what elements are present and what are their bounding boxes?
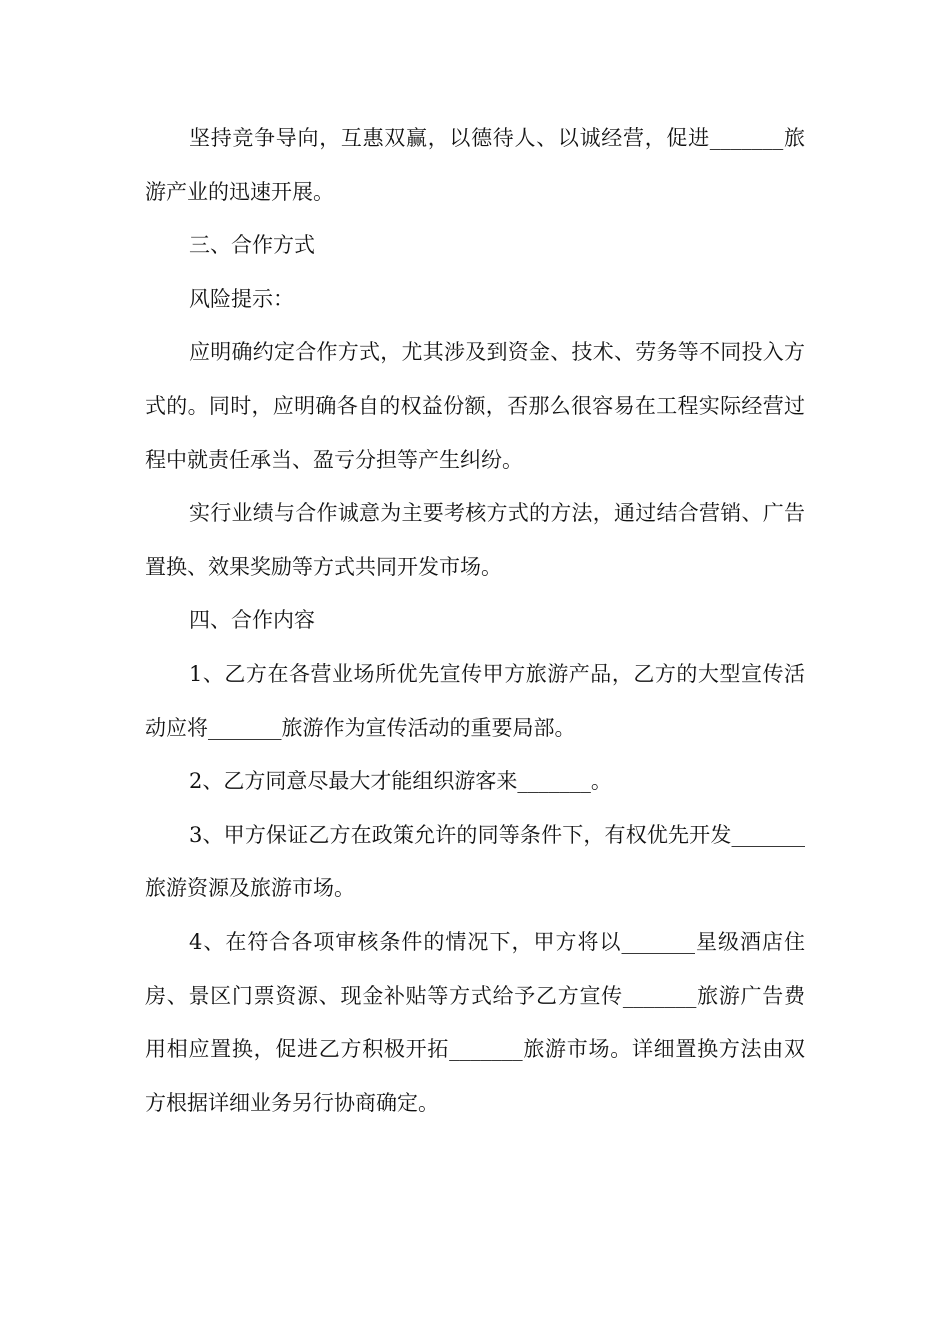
clause-4: 4、在符合各项审核条件的情况下，甲方将以_______星级酒店住房、景区门票资源、现金补贴等方式给予乙方宣传_______旅游广告费用相应置换，促进乙方积极开拓_______旅游市场。详细置换方法由双方根据详细业务另行协商确定。 <box>145 929 805 1115</box>
clause-3: 3、甲方保证乙方在政策允许的同等条件下，有权优先开发_______旅游资源及旅游市场。 <box>145 822 805 901</box>
heading-cooperation-method: 三、合作方式 <box>189 233 315 258</box>
paragraph-assessment-method: 实行业绩与合作诚意为主要考核方式的方法，通过结合营销、广告置换、效果奖励等方式共同开发市场。 <box>145 501 805 579</box>
clause-2: 2、乙方同意尽最大才能组织游客来_______。 <box>189 769 612 794</box>
clause-1: 1、乙方在各营业场所优先宣传甲方旅游产品，乙方的大型宣传活动应将_______旅游作为宣传活动的重要局部。 <box>145 661 805 740</box>
paragraph-promote-tourism: 坚持竞争导向，互惠双赢，以德待人、以诚经营，促进_______旅游产业的迅速开展。 <box>145 126 805 204</box>
document-body <box>145 112 805 1130</box>
risk-notice-label: 风险提示： <box>189 286 294 311</box>
paragraph-risk-notice: 应明确约定合作方式，尤其涉及到资金、技术、劳务等不同投入方式的。同时，应明确各自的权益份额，否那么很容易在工程实际经营过程中就责任承当、盈亏分担等产生纠纷。 <box>145 340 805 472</box>
heading-cooperation-content: 四、合作内容 <box>189 608 315 633</box>
